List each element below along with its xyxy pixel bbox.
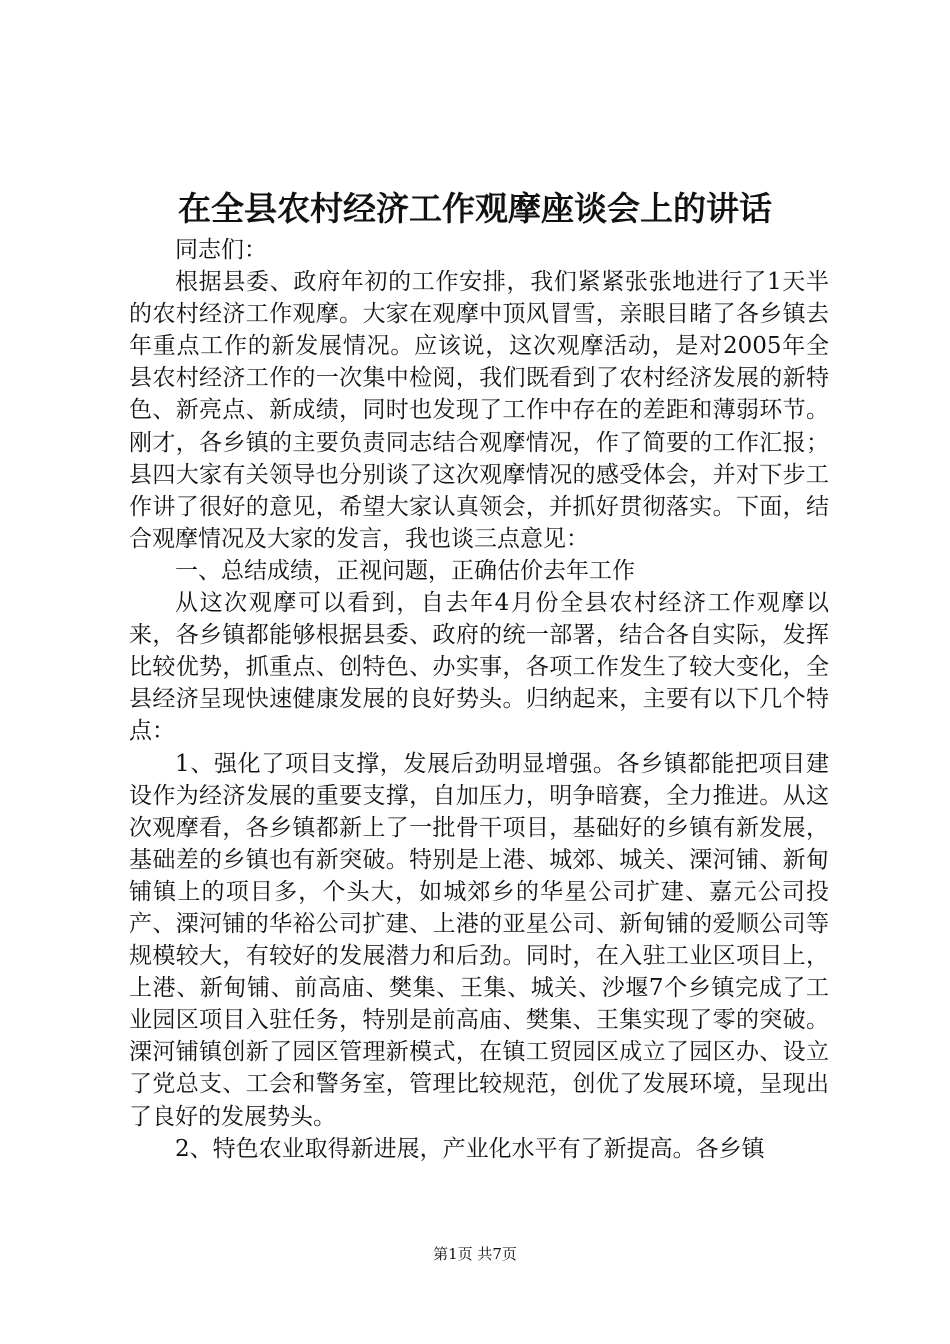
page-number-footer: 第1页 共7页: [433, 1245, 517, 1263]
body-paragraph: 2、特色农业取得新进展，产业化水平有了新提高。各乡镇: [175, 1135, 765, 1162]
salutation-paragraph: 同志们：: [175, 237, 267, 263]
body-paragraph: 1、强化了项目支撑，发展后劲明显增强。各乡镇都能把项目建设作为经济发展的重要支撑，自加压力，明争暗赛，全力推进。从这次观摩看，各乡镇都新上了一批骨干项目，基础好的乡镇有新发展，基础差的乡镇也有新突破。特别是上港、城郊、城关、溧河铺、新甸铺镇上的项目多，个头大，如城郊乡的华星公司扩建、嘉元公司投产、溧河铺的华裕公司扩建、上港的亚星公司、新甸铺的爱顺公司等规模较大，有较好的发展潜力和后劲。同时，在入驻工业区项目上，上港、新甸铺、前高庙、樊集、王集、城关、沙堰7个乡镇完成了工业园区项目入驻任务，特别是前高庙、樊集、王集实现了零的突破。溧河铺镇创新了园区管理新模式，在镇工贸园区成立了园区办、设立了党总支、工会和警务室，管理比较规范，创优了发展环境，呈现出了良好的发展势头。: [129, 750, 829, 1130]
body-paragraph: 从这次观摩可以看到，自去年4月份全县农村经济工作观摩以来，各乡镇都能够根据县委、政府的统一部署，结合各自实际，发挥比较优势，抓重点、创特色、办实事，各项工作发生了较大变化，全县经济呈现快速健康发展的良好势头。归纳起来，主要有以下几个特点：: [129, 590, 829, 745]
section-heading: 一、总结成绩，正视问题，正确估价去年工作: [175, 557, 635, 584]
document-body: [129, 234, 829, 1165]
document-title: 在全县农村经济工作观摩座谈会上的讲话: [178, 189, 772, 228]
intro-paragraph: 根据县委、政府年初的工作安排，我们紧紧张张地进行了1天半的农村经济工作观摩。大家在观摩中顶风冒雪，亲眼目睹了各乡镇去年重点工作的新发展情况。应该说，这次观摩活动，是对2005年全县农村经济工作的一次集中检阅，我们既看到了农村经济发展的新特色、新亮点、新成绩，同时也发现了工作中存在的差距和薄弱环节。刚才，各乡镇的主要负责同志结合观摩情况，作了简要的工作汇报；县四大家有关领导也分别谈了这次观摩情况的感受体会，并对下步工作讲了很好的意见，希望大家认真领会，并抓好贯彻落实。下面，结合观摩情况及大家的发言，我也谈三点意见：: [129, 269, 829, 552]
